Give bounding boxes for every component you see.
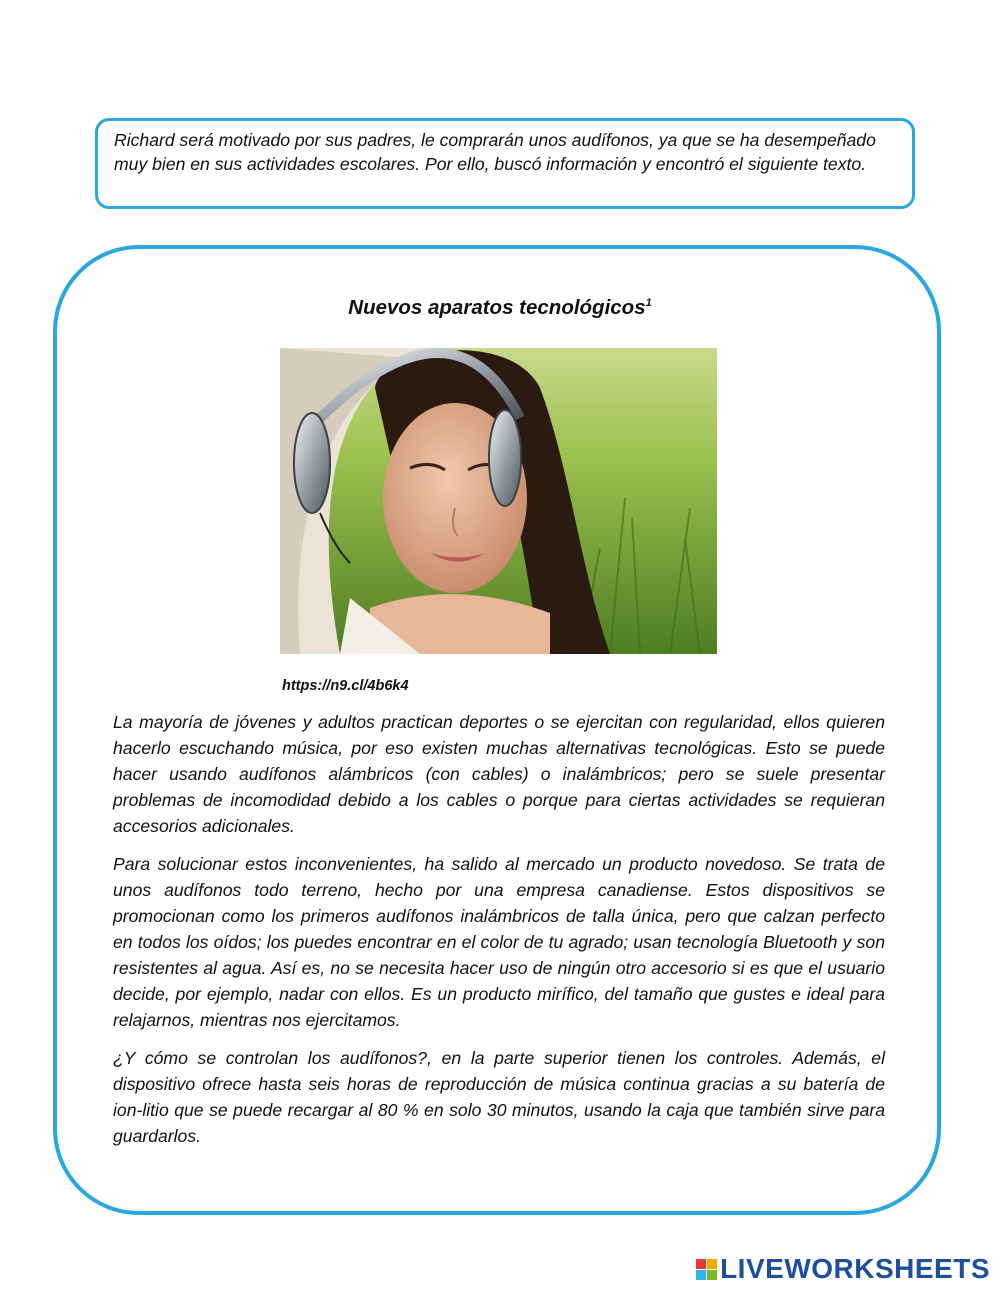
brand-name: LIVEWORKSHEETS bbox=[720, 1253, 990, 1284]
intro-text: Richard será motivado por sus padres, le comprarán unos audífonos, ya que se ha desempeñado muy bien en sus actividades escolares. Por ello, buscó información y encontró el siguiente texto. bbox=[114, 130, 876, 174]
liveworksheets-logo-icon bbox=[696, 1259, 717, 1280]
article-title bbox=[0, 296, 1000, 320]
paragraph-2: Para solucionar estos inconvenientes, ha salido al mercado un producto novedoso. Se trata de unos audífonos todo terreno, hecho por una empresa canadiense. Estos dispositivos se promocionan como los primeros audífonos inalámbricos de talla única, pero que calzan perfecto en todos los oídos; los puedes encontrar en el color de tu agrado; usan tecnología Bluetooth y son resistentes al agua. Así es, no se necesita hacer uso de ningún otro accesorio si es que el usuario decide, por ejemplo, nadar con ellos. Es un producto mirífico, del tamaño que gustes e ideal para relajarnos, mientras nos ejercitamos. bbox=[113, 854, 885, 1030]
intro-box bbox=[95, 118, 915, 209]
image-source-link[interactable]: https://n9.cl/4b6k4 bbox=[282, 678, 409, 694]
article-title-text: Nuevos aparatos tecnológicos bbox=[348, 296, 646, 319]
article-photo bbox=[280, 348, 717, 654]
paragraph-1: La mayoría de jóvenes y adultos practican deportes o se ejercitan con regularidad, ellos quieren hacerlo escuchando música, por eso existen muchas alternativas tecnológicas. Esto se puede hacer usando audífonos alámbricos (con cables) o inalámbricos; pero se suele presentar problemas de incomodidad debido a los cables o porque para ciertas actividades se requieran accesorios adicionales. bbox=[113, 712, 885, 836]
liveworksheets-brand bbox=[696, 1253, 990, 1285]
footnote-mark: 1 bbox=[645, 297, 652, 310]
woman-with-headphones-illustration bbox=[280, 348, 717, 654]
paragraph-3: ¿Y cómo se controlan los audífonos?, en la parte superior tienen los controles. Además, el dispositivo ofrece hasta seis horas de reproducción de música continua gracias a su batería de ion-litio que se puede recargar al 80 % en solo 30 minutos, usando la caja que también sirve para guardarlos. bbox=[113, 1048, 885, 1146]
